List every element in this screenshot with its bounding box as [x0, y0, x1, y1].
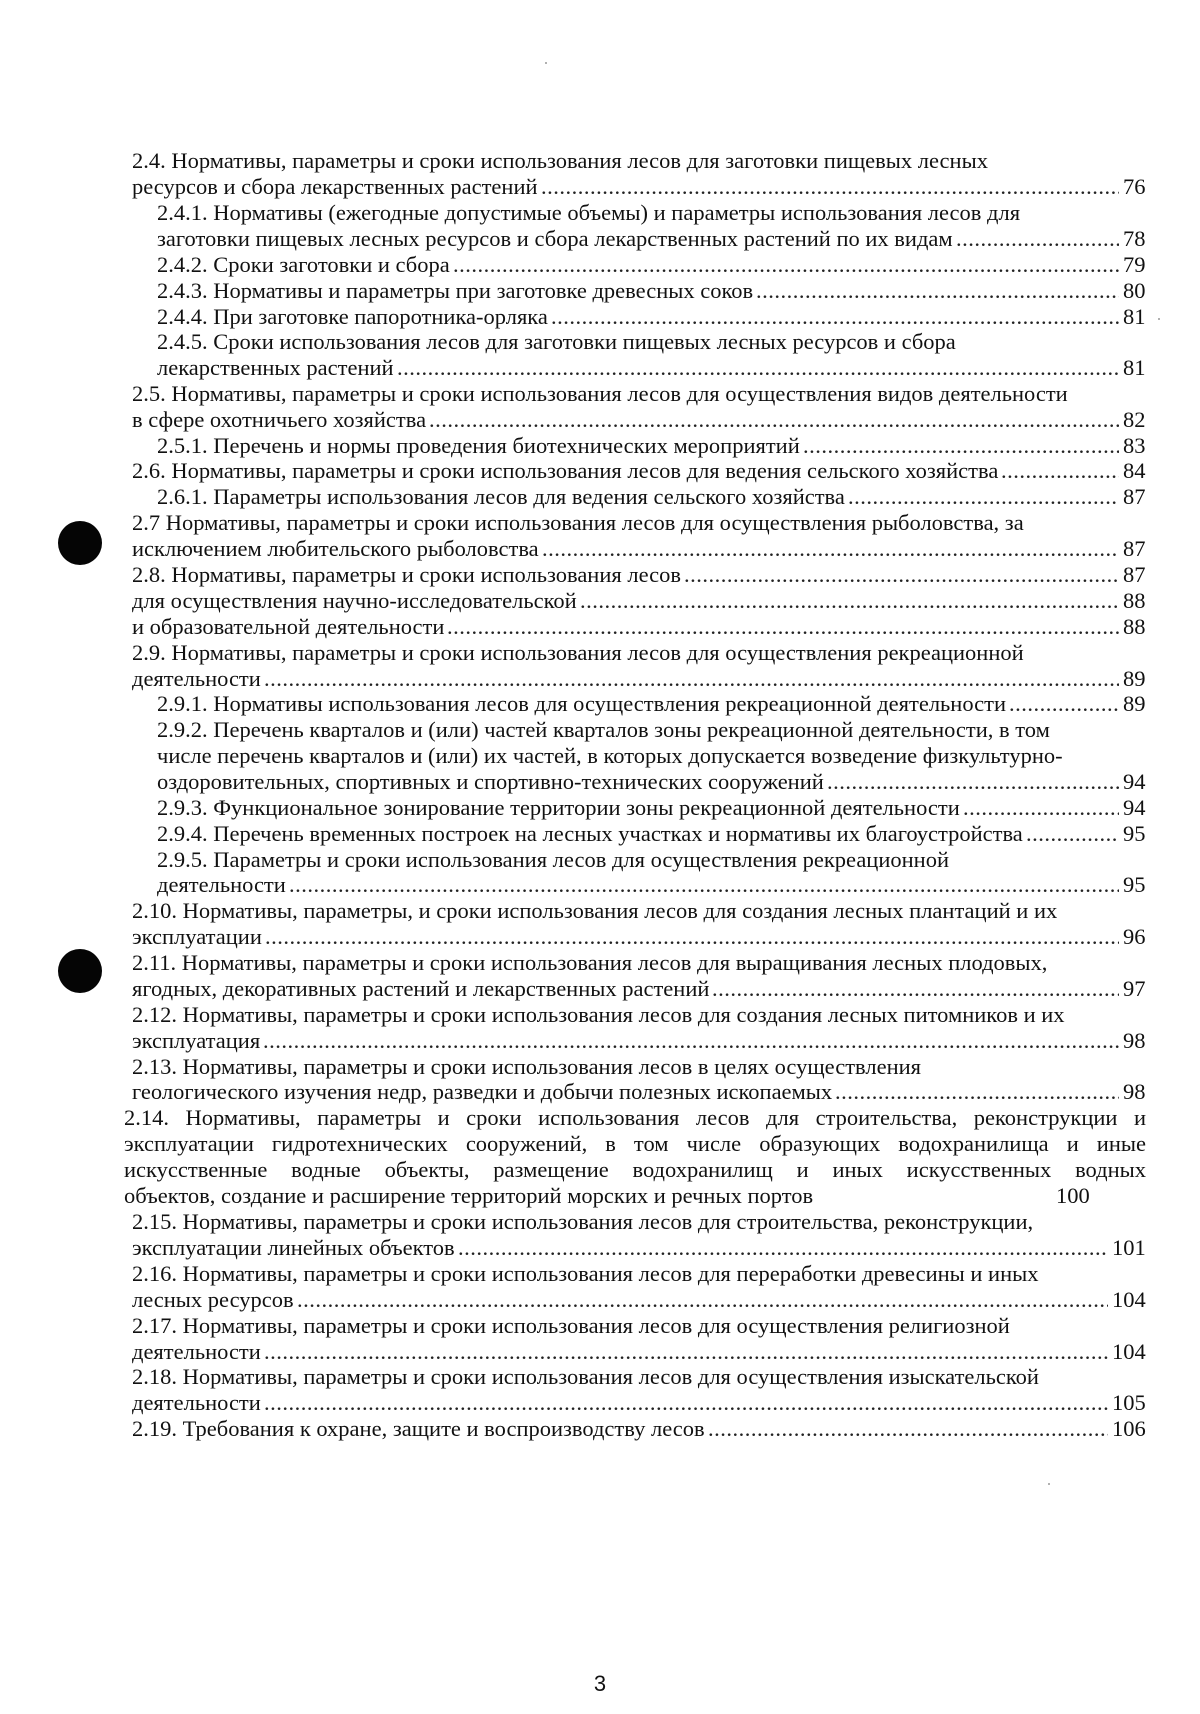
toc-entry-text: 2.4.1. Нормативы (ежегодные допустимые объемы) и параметры использования лесов для: [157, 200, 1021, 225]
toc-entry-text: 2.7 Нормативы, параметры и сроки использования лесов для осуществления рыболовства, за: [132, 510, 1024, 535]
toc-line: [124, 1130, 1146, 1158]
toc-line: [132, 1286, 1146, 1314]
toc-line: [157, 483, 1146, 511]
toc-line: [132, 587, 1146, 615]
toc-line: [132, 1260, 1146, 1288]
toc-entry-text: в сфере охотничьего хозяйства: [132, 407, 427, 432]
dot-leader: [453, 251, 1119, 279]
dot-leader: [1026, 820, 1119, 848]
toc-line: [132, 975, 1146, 1003]
dot-leader: [551, 303, 1119, 331]
toc-line: [132, 173, 1146, 201]
toc-entry-text: 2.18. Нормативы, параметры и сроки использования лесов для осуществления изыскательской: [132, 1364, 1039, 1389]
toc-entry-text: 2.16. Нормативы, параметры и сроки использования лесов для переработки древесины и иных: [132, 1261, 1039, 1286]
toc-entry-text: 2.10. Нормативы, параметры, и сроки использования лесов для создания лесных плантаций и их: [132, 898, 1058, 923]
toc-line: [157, 251, 1146, 279]
toc-entry-text: 2.5.1. Перечень и нормы проведения биотехнических мероприятий: [157, 433, 800, 458]
punch-hole: [58, 949, 102, 993]
dot-leader: [684, 561, 1119, 589]
punch-hole: [58, 521, 102, 565]
toc-page-number: 105: [1112, 1390, 1146, 1415]
toc-line: [132, 1363, 1146, 1391]
toc-line: [132, 535, 1146, 563]
toc-entry-text: 2.19. Требования к охране, защите и воспроизводству лесов: [132, 1416, 705, 1441]
toc-page-number: 83: [1123, 433, 1146, 458]
toc-entry-text: 2.14. Нормативы, параметры и сроки использования лесов для строительства, реконструкции и: [124, 1105, 1146, 1130]
toc-line: [132, 639, 1146, 667]
toc-entry-text: оздоровительных, спортивных и спортивно-технических сооружений: [157, 769, 824, 794]
toc-page-number: 98: [1123, 1028, 1146, 1053]
toc-line: [124, 1156, 1146, 1184]
toc-entry-text: деятельности: [157, 872, 286, 897]
toc-entry-text: лекарственных растений: [157, 355, 394, 380]
toc-page-number: 78: [1123, 226, 1146, 251]
toc-page-number: 81: [1123, 304, 1146, 329]
toc-entry-text: 2.9.4. Перечень временных построек на лесных участках и нормативы их благоустройства: [157, 821, 1023, 846]
dot-leader: [264, 665, 1119, 693]
toc-page-number: 88: [1123, 614, 1146, 639]
toc-entry-text: объектов, создание и расширение территорий морских и речных портов: [124, 1183, 814, 1208]
toc-line: [132, 1389, 1146, 1417]
toc-entry-text: 2.11. Нормативы, параметры и сроки использования лесов для выращивания лесных плодовых,: [132, 950, 1048, 975]
scan-speck: [1158, 318, 1160, 320]
toc-entry-text: 2.9.2. Перечень кварталов и (или) частей кварталов зоны рекреационной деятельности, в том: [157, 717, 1050, 742]
toc-page-number: 89: [1123, 666, 1146, 691]
toc-line: [132, 949, 1146, 977]
toc-page-number: 106: [1112, 1416, 1146, 1441]
toc-entry-text: 2.6.1. Параметры использования лесов для ведения сельского хозяйства: [157, 484, 845, 509]
dot-leader: [956, 225, 1119, 253]
toc-entry-text: лесных ресурсов: [132, 1287, 294, 1312]
dot-leader: [263, 1027, 1119, 1055]
toc-line: [132, 897, 1146, 925]
dot-leader: [542, 535, 1119, 563]
dot-leader: [1009, 690, 1119, 718]
toc-page-number: 101: [1112, 1235, 1146, 1260]
toc-page-number: 89: [1123, 691, 1146, 716]
dot-leader: [447, 613, 1119, 641]
toc-page-number: 81: [1123, 355, 1146, 380]
toc-line: [132, 923, 1146, 951]
dot-leader: [827, 768, 1119, 796]
toc-entry-text: искусственные водные объекты, размещение водохранилищ и иных искусственных водных: [124, 1157, 1146, 1182]
toc-line: [157, 303, 1146, 331]
toc-page-number: 87: [1123, 484, 1146, 509]
toc-page-number: 100: [1056, 1183, 1090, 1208]
toc-page-number: 87: [1123, 562, 1146, 587]
toc-entry-text: 2.9.5. Параметры и сроки использования лесов для осуществления рекреационной: [157, 847, 950, 872]
dot-leader: [580, 587, 1119, 615]
toc-page-number: 98: [1123, 1079, 1146, 1104]
toc-page-number: 84: [1123, 458, 1146, 483]
toc-page-number: 88: [1123, 588, 1146, 613]
toc-page-number: 96: [1123, 924, 1146, 949]
toc-line: [157, 690, 1146, 718]
toc-entry-text: 2.17. Нормативы, параметры и сроки использования лесов для осуществления религиозной: [132, 1313, 1010, 1338]
toc-line: [157, 794, 1146, 822]
dot-leader: [397, 354, 1119, 382]
dot-leader: [848, 483, 1119, 511]
toc-line: [157, 328, 1146, 356]
toc-page-number: 95: [1123, 872, 1146, 897]
toc-entry-text: геологического изучения недр, разведки и добычи полезных ископаемых: [132, 1079, 833, 1104]
scan-speck: [1048, 1483, 1050, 1485]
toc-entry-text: 2.9. Нормативы, параметры и сроки использования лесов для осуществления рекреационной: [132, 640, 1024, 665]
toc-page-number: 87: [1123, 536, 1146, 561]
toc-entry-text: 2.13. Нормативы, параметры и сроки использования лесов в целях осуществления: [132, 1054, 922, 1079]
scan-speck: [545, 62, 547, 64]
dot-leader: [835, 1078, 1119, 1106]
toc-line: [132, 613, 1146, 641]
toc-line: [132, 509, 1146, 537]
toc-line: [132, 1078, 1146, 1106]
toc-entry-text: 2.15. Нормативы, параметры и сроки использования лесов для строительства, реконструкции,: [132, 1209, 1034, 1234]
toc-line: [132, 457, 1146, 485]
dot-leader: [297, 1286, 1108, 1314]
toc-line: [132, 380, 1146, 408]
toc-entry-text: 2.4. Нормативы, параметры и сроки использования лесов для заготовки пищевых лесных: [132, 148, 988, 173]
toc-entry-text: числе перечень кварталов и (или) их частей, в которых допускается возведение физкультурно-: [157, 743, 1063, 768]
toc-entry-text: ресурсов и сбора лекарственных растений: [132, 174, 538, 199]
toc-line: [157, 225, 1146, 253]
dot-leader: [458, 1234, 1108, 1262]
toc-line: [157, 277, 1146, 305]
toc-line: [132, 1208, 1146, 1236]
dot-leader: [541, 173, 1119, 201]
toc-entry-text: 2.12. Нормативы, параметры и сроки использования лесов для создания лесных питомников и их: [132, 1002, 1065, 1027]
toc-line: [157, 871, 1146, 899]
toc-entry-text: заготовки пищевых лесных ресурсов и сбора лекарственных растений по их видам: [157, 226, 953, 251]
dot-leader: [264, 1389, 1108, 1417]
toc-line: [132, 1415, 1146, 1443]
toc-entry-text: 2.4.3. Нормативы и параметры при заготовке древесных соков: [157, 278, 754, 303]
toc-entry-text: эксплуатация: [132, 1028, 261, 1053]
dot-leader: [265, 923, 1119, 951]
toc-entry-text: деятельности: [132, 666, 261, 691]
dot-leader: [708, 1415, 1108, 1443]
toc-line: [157, 846, 1146, 874]
toc-entry-text: исключением любительского рыболовства: [132, 536, 539, 561]
toc-entry-text: деятельности: [132, 1339, 261, 1364]
toc-line: [157, 199, 1146, 227]
toc-line: [132, 147, 1146, 175]
toc-page-number: 76: [1123, 174, 1146, 199]
toc-line: [132, 561, 1146, 589]
toc-entry-text: деятельности: [132, 1390, 261, 1415]
toc-page-number: 80: [1123, 278, 1146, 303]
dot-leader: [712, 975, 1119, 1003]
toc-line: [157, 768, 1146, 796]
toc-line: [157, 432, 1146, 460]
toc-entry-text: эксплуатации линейных объектов: [132, 1235, 455, 1260]
toc-page-number: 79: [1123, 252, 1146, 277]
toc-line: [132, 1338, 1146, 1366]
toc-line: [132, 1001, 1146, 1029]
toc-entry-text: 2.8. Нормативы, параметры и сроки использования лесов: [132, 562, 681, 587]
toc-page-number: 104: [1112, 1339, 1146, 1364]
toc-entry-text: 2.9.3. Функциональное зонирование территории зоны рекреационной деятельности: [157, 795, 960, 820]
toc-page-number: 82: [1123, 407, 1146, 432]
toc-page-number: 94: [1123, 795, 1146, 820]
toc-entry-text: 2.6. Нормативы, параметры и сроки использования лесов для ведения сельского хозяйства: [132, 458, 999, 483]
toc-line: [157, 716, 1146, 744]
toc-entry-text: 2.4.4. При заготовке папоротника-орляка: [157, 304, 548, 329]
toc-page-number: 97: [1123, 976, 1146, 1001]
toc-line: [124, 1104, 1146, 1132]
toc-line: [132, 1234, 1146, 1262]
toc-entry-text: для осуществления научно-исследовательской: [132, 588, 577, 613]
toc-line: [132, 1053, 1146, 1081]
toc-line: [132, 665, 1146, 693]
toc-entry-text: ягодных, декоративных растений и лекарственных растений: [132, 976, 710, 1001]
dot-leader: [963, 794, 1119, 822]
toc-entry-text: 2.4.2. Сроки заготовки и сбора: [157, 252, 450, 277]
toc-entry-text: 2.4.5. Сроки использования лесов для заготовки пищевых лесных ресурсов и сбора: [157, 329, 956, 354]
toc-entry-text: эксплуатации: [132, 924, 262, 949]
toc-entry-text: эксплуатации гидротехнических сооружений, в том числе образующих водохранилища и иные: [124, 1131, 1146, 1156]
toc-line: [124, 1182, 1146, 1210]
toc-entry-text: и образовательной деятельности: [132, 614, 445, 639]
dot-leader: [756, 277, 1119, 305]
toc-page-number: 94: [1123, 769, 1146, 794]
page-number: 3: [593, 1671, 607, 1696]
toc-line: [132, 1312, 1146, 1340]
toc-line: [157, 354, 1146, 382]
toc-line: [157, 742, 1146, 770]
toc-line: [132, 1027, 1146, 1055]
toc-line: [157, 820, 1146, 848]
dot-leader: [264, 1338, 1108, 1366]
toc-page-number: 95: [1123, 821, 1146, 846]
dot-leader: [1001, 457, 1119, 485]
toc-page-number: 104: [1112, 1287, 1146, 1312]
toc-entry-text: 2.9.1. Нормативы использования лесов для осуществления рекреационной деятельности: [157, 691, 1007, 716]
dot-leader: [289, 871, 1119, 899]
dot-leader: [803, 432, 1119, 460]
toc-line: [132, 406, 1146, 434]
toc-entry-text: 2.5. Нормативы, параметры и сроки использования лесов для осуществления видов деятельности: [132, 381, 1068, 406]
dot-leader: [429, 406, 1119, 434]
